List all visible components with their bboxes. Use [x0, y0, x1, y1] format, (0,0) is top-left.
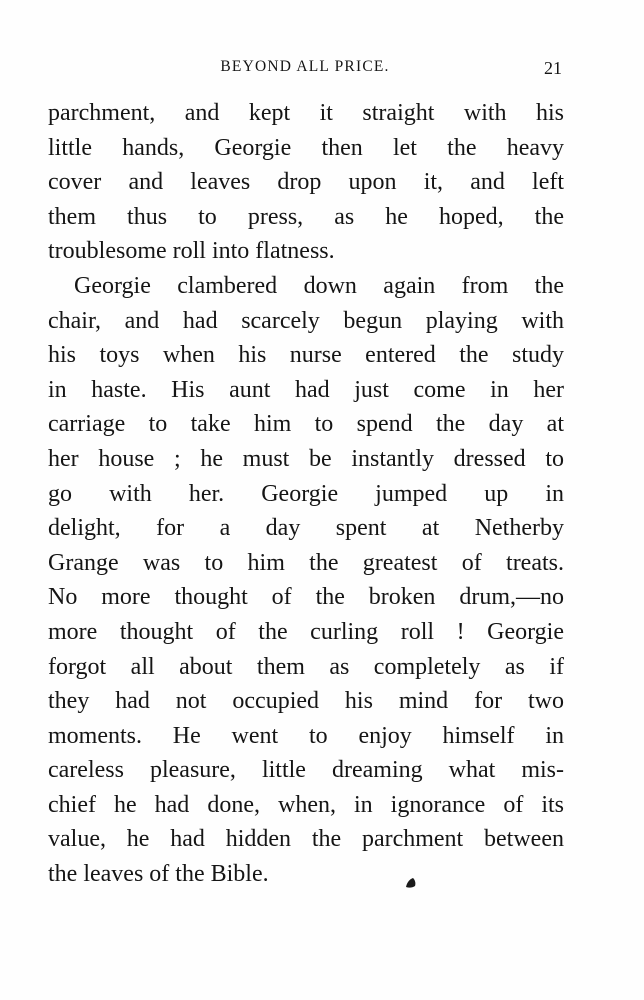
- page-number: 21: [544, 58, 562, 78]
- text-line: more thought of the curling roll ! Georgie: [48, 618, 564, 645]
- text-line: go with her. Georgie jumped up in: [48, 480, 564, 507]
- text-line: they had not occupied his mind for two: [48, 688, 564, 715]
- text-line: Georgie clambered down again from the: [74, 272, 564, 299]
- text-line: little hands, Georgie then let the heavy: [48, 134, 564, 161]
- running-title: BEYOND ALL PRICE.: [220, 58, 390, 75]
- body-text: [48, 96, 564, 892]
- text-line: value, he had hidden the parchment between: [48, 826, 564, 853]
- running-head: [48, 58, 562, 80]
- text-line: his toys when his nurse entered the study: [48, 342, 564, 369]
- text-line: carriage to take him to spend the day at: [48, 411, 564, 438]
- text-line: in haste. His aunt had just come in her: [48, 376, 564, 403]
- text-line: chief he had done, when, in ignorance of its: [48, 791, 564, 818]
- text-line: moments. He went to enjoy himself in: [48, 722, 564, 749]
- text-line: parchment, and kept it straight with his: [48, 100, 564, 126]
- text-line: chair, and had scarcely begun playing with: [48, 307, 564, 334]
- text-line: troublesome roll into flatness.: [48, 238, 335, 265]
- text-line: the leaves of the Bible.: [48, 861, 269, 888]
- text-line: them thus to press, as he hoped, the: [48, 203, 564, 230]
- text-line: her house ; he must be instantly dressed to: [48, 445, 564, 472]
- text-line: forgot all about them as completely as if: [48, 653, 564, 680]
- text-line: No more thought of the broken drum,—no: [48, 584, 564, 611]
- ink-blot-icon: [404, 876, 418, 890]
- text-line: cover and leaves drop upon it, and left: [48, 169, 564, 196]
- text-line: delight, for a day spent at Netherby: [48, 515, 564, 542]
- text-line: Grange was to him the greatest of treats.: [48, 549, 564, 576]
- text-line: careless pleasure, little dreaming what mis-: [48, 757, 564, 784]
